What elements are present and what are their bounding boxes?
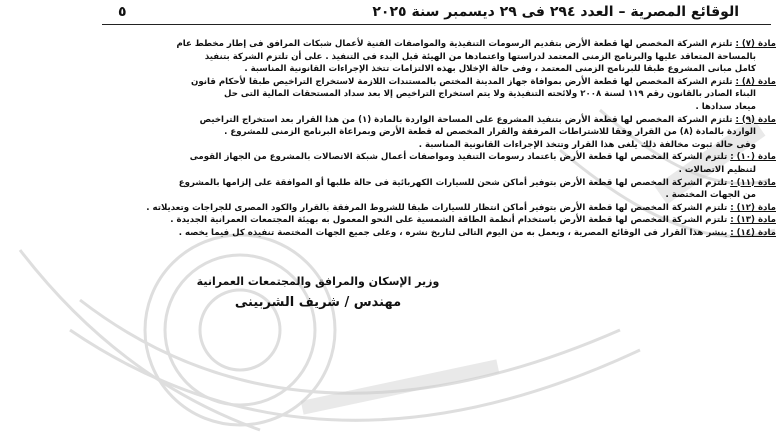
signatory-name: مهندس / شريف الشربينى [234,295,402,310]
article-11 [100,177,776,202]
article-line: تلتزم الشركة المخصص لها قطعة الأرض باعتماد رسومات التنفيذ ومواصفات أعمال شبكة الاتصالات بالمشروع من الجهاز القومى [189,152,728,163]
header-title: الوقائع المصرية – العدد ٢٩٤ فى ٢٩ ديسمبر سنة ٢٠٢٥ [372,4,739,20]
article-line: تلتزم الشركة المخصص لها قطعة الأرض بتوفير أماكن انتظار للسيارات طبقا للشروط المرفقة بالقرار والكود المصرى للجراجات وتعديلاته . [146,202,728,213]
header-rule [102,24,771,25]
article-line: تلتزم الشركة المخصص لها قطعة الأرض بموافاة جهاز المدينة المختص بالمستندات اللازمة لاستخراج التراخيص طبقا لأحكام قانون [191,76,733,87]
article-line: تلتزم الشركة المخصص لها قطعة الأرض بتوفير أماكن شحن للسيارات الكهربائية فى حالة طلبها أو الموافقة على إلزامها بالمشروع [178,177,728,188]
article-13 [100,214,776,227]
minister-title: وزير الإسكان والمرافق والمجتمعات العمرانية [196,275,440,288]
article-line: بالمساحة المتعاقد عليها والبرنامج الزمنى المعتمد لدراستها واعتمادها من الهيئة قبل البدء فى التنفيذ . على أن تلتزم الشركة بتنفيذ [204,51,756,62]
article-line: الواردة بالمادة (٨) من القرار وفقا للاشتراطات المرفقة والقرار المخصص له قطعة الأرض وبمراعاة البرنامج الزمنى للمشروع . [224,127,756,138]
article-line: تلتزم الشركة المخصص لها قطعة الأرض باستخدام أنظمة الطاقة الشمسية على النحو المعمول به بهيئة المجتمعات العمرانية الجديدة . [170,215,728,226]
article-label: مادة (١١) : [730,177,776,188]
article-label: مادة (٧) : [735,39,776,49]
article-label: مادة (١٠) : [730,152,776,163]
article-line: وفى حالة ثبوت مخالفة ذلك يلغى هذا القرار وتتخذ الإجراءات القانونية المناسبة . [418,139,756,150]
article-label: مادة (٨) : [735,76,776,87]
article-line: تلتزم الشركة المخصص لها قطعة الأرض بتقديم الرسومات التنفيذية والمواصفات الفنية لأعمال شبكات المرافق فى إطار مخطط عام [176,39,733,49]
article-8 [100,76,776,114]
signature-block [168,272,468,314]
article-9 [100,114,776,152]
article-line: كامل مبانى المشروع طبقا للبرنامج الزمنى المعتمد ، وفى حالة الإخلال بهذه الالتزامات تتخذ الإجراءات القانونية المناسبة . [244,64,756,75]
article-10 [100,151,776,176]
document-body [100,38,776,240]
article-14 [100,227,776,240]
article-line: البناء الصادر بالقانون رقم ١١٩ لسنة ٢٠٠٨ ولائحته التنفيذية ولا يتم استخراج التراخيص إلا بعد سداد المستحقات المالية التى حل [224,89,756,100]
article-label: مادة (١٤) : [730,227,776,238]
article-7 [100,38,776,76]
article-label: مادة (١٢) : [730,202,776,213]
article-line: لتنظيم الاتصالات . [678,164,756,175]
article-label: مادة (٩) : [735,114,776,125]
article-line: ينشر هذا القرار فى الوقائع المصرية ، ويعمل به من اليوم التالى لتاريخ نشره ، وعلى جميع الجهات المختصة تنفيذه كل فيما يخصه . [178,227,728,238]
page-header [0,4,779,22]
article-12 [100,202,776,215]
article-line: ميعاد سدادها . [695,101,756,112]
article-line: تلتزم الشركة المخصص لها قطعة الأرض بتنفيذ المشروع على المساحة الواردة بالمادة (١) من هذا القرار بعد استخراج التراخيص [199,114,733,125]
article-line: من الجهات المختصة . [665,190,756,201]
page-number: ٥ [118,4,127,20]
article-label: مادة (١٣) : [730,215,776,226]
